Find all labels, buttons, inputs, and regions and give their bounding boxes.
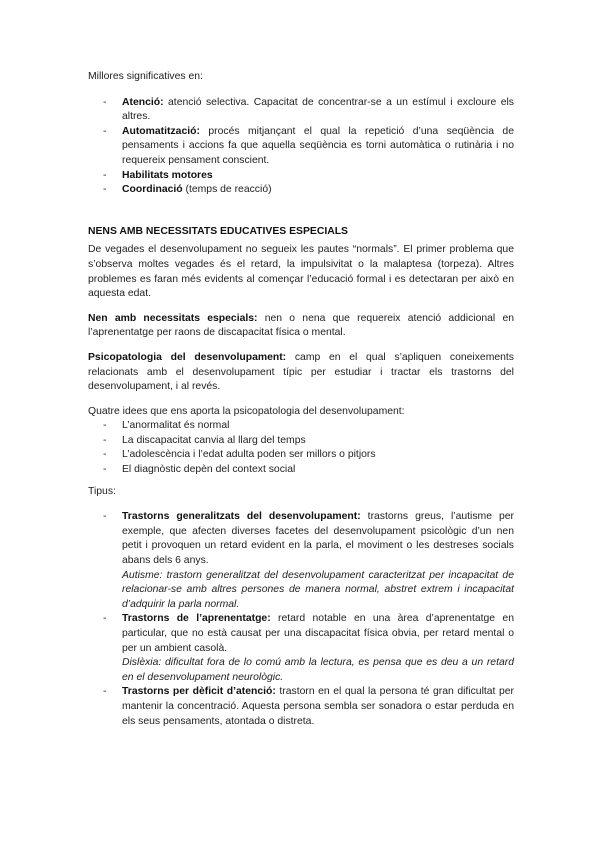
definition: retard notable en una àrea d’aprenentatge en particular, que no està causat per una discapacitat física obvia, per retard mental o per un ambient casolà. bbox=[122, 613, 514, 654]
improvements-list bbox=[88, 96, 514, 198]
definition: (temps de reacció) bbox=[182, 184, 272, 196]
term: Trastorns de l’aprenentatge: bbox=[122, 613, 271, 625]
list-item bbox=[88, 183, 514, 198]
definition: trastorns greus, l’autisme per exemple, que afecten diverses facetes del desenvolupament psicològic d’un nen petit i provoquen un retard evident en la parla, el moviment o les destreses socials abans dels 6 anys. bbox=[122, 511, 514, 567]
term: Trastorns per dèficit d’atenció: bbox=[122, 686, 276, 698]
list-item: - L’adolescència i l’edat adulta poden ser millors o pitjors bbox=[88, 448, 514, 463]
definition: camp en el qual s’apliquen coneixements relacionats amb el desenvolupament típic per estudiar i tractar els trastorns del desenvolupament, i al revés. bbox=[88, 351, 514, 393]
definition: procés mitjançant el qual la repetició d’una seqüència de pensaments i accions fa que aquella seqüència es torni automàtica o rutinària i no requereix pensament conscient. bbox=[122, 125, 514, 166]
list-item bbox=[88, 510, 514, 612]
term: Habilitats motores bbox=[122, 169, 213, 181]
list-item: - El diagnòstic depèn del context social bbox=[88, 463, 514, 478]
types-label: Tipus: bbox=[88, 485, 116, 497]
term: Atenció: bbox=[122, 96, 164, 108]
list-item: - La discapacitat canvia al llarg del temps bbox=[88, 434, 514, 449]
list-item bbox=[88, 612, 514, 685]
ideas-intro: Quatre idees que ens aporta la psicopatologia del desenvolupament: bbox=[88, 405, 405, 417]
example-note: Dislèxia: dificultat fora de lo comú amb la lectura, es pensa que es deu a un retard en el desenvolupament neurològic. bbox=[122, 657, 514, 683]
types-list bbox=[88, 510, 514, 729]
definition-paragraph bbox=[88, 351, 514, 395]
section-heading: NENS AMB NECESSITATS EDUCATIVES ESPECIALS bbox=[88, 225, 348, 237]
list-item bbox=[88, 125, 514, 169]
intro-text: Millores significatives en: bbox=[88, 71, 203, 82]
term: Psicopatologia del desenvolupament: bbox=[88, 351, 287, 363]
list-item bbox=[88, 685, 514, 729]
ideas-list bbox=[88, 419, 514, 477]
page-content bbox=[88, 70, 514, 729]
list-item bbox=[88, 96, 514, 125]
term: Coordinació bbox=[122, 184, 183, 196]
definition-paragraph bbox=[88, 312, 514, 341]
term: Nen amb necessitats especials: bbox=[88, 312, 258, 324]
term: Automatització: bbox=[122, 125, 200, 137]
definition: trastorn en el qual la persona té gran dificultat per mantenir la concentració. Aquesta persona sembla ser sonadora o estar perduda en els seus pensaments, atontada o distreta. bbox=[122, 686, 514, 727]
definition: atenció selectiva. Capacitat de concentrar-se a un estímul i excloure els altres. bbox=[122, 96, 514, 123]
term: Trastorns generalitzats del desenvolupament: bbox=[122, 511, 361, 523]
definition: nen o nena que requereix atenció addicional en l’aprenentatge per raons de discapacitat física o mental. bbox=[88, 312, 514, 339]
list-item: - L’anormalitat és normal bbox=[88, 419, 514, 434]
example-note: Autisme: trastorn generalitzat del desenvolupament caracteritzat per incapacitat de relacionar-se amb altres persones de manera normal, abstret extrem i incapacitat d’adquirir la parla normal. bbox=[122, 569, 514, 610]
list-item bbox=[88, 169, 514, 184]
paragraph: De vegades el desenvolupament no segueix les pautes “normals”. El primer problema que s’observa moltes vegades és el retard, la impulsivitat o la malaptesa (torpeza). Altres problemes es faran més evidents al començar l’educació formal i es detectaran per això en aquesta edat. bbox=[88, 244, 514, 300]
